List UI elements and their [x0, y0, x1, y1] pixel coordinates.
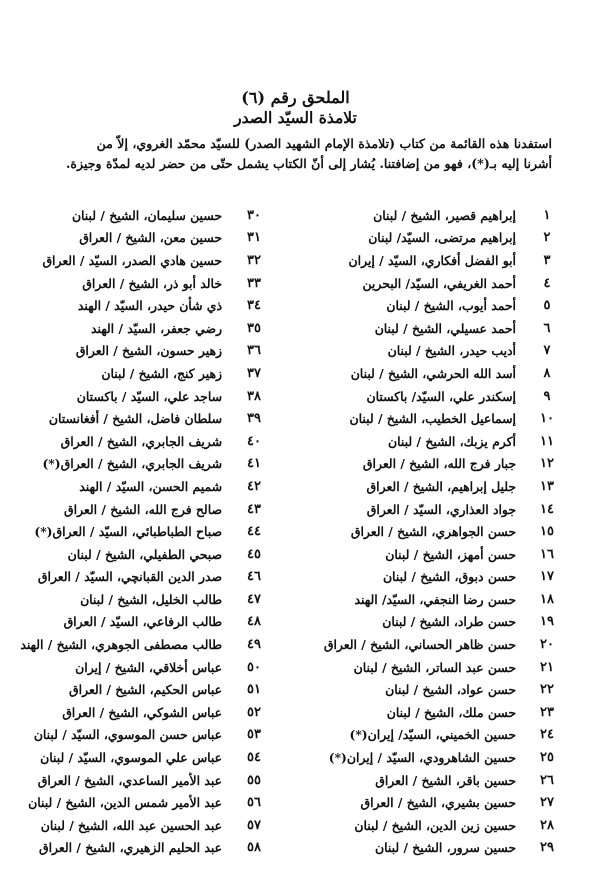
list-item	[300, 407, 564, 430]
list-item	[300, 837, 564, 860]
student-name: حسين سليمان، الشيخ / لبنان	[71, 207, 222, 223]
item-number: ٣٠	[247, 207, 261, 223]
student-name: صبحي الطفيلي، الشيخ / لبنان	[67, 546, 222, 562]
student-name: إسماعيل الخطيب، الشيخ / لبنان	[349, 411, 516, 427]
student-name: صدر الدين القبانچي، السيّد / العراق	[37, 569, 222, 585]
item-number: ٦	[543, 320, 551, 336]
student-name: أحمد أيوب، الشيخ / لبنان	[386, 298, 516, 314]
item-number: ١٠	[540, 411, 554, 427]
list-item	[28, 566, 272, 589]
item-number: ٢٩	[540, 840, 554, 856]
item-number: ٢٤	[540, 727, 554, 743]
student-name: حسن عواد، الشيخ / لبنان	[385, 682, 516, 698]
list-item	[28, 588, 272, 611]
student-name: عباس الشوكي، الشيخ / العراق	[62, 704, 222, 720]
item-number: ٤٤	[247, 524, 261, 540]
list-item	[28, 204, 272, 227]
item-number: ٥٨	[247, 840, 261, 856]
list-item	[300, 633, 564, 656]
item-number: ٥٤	[247, 750, 261, 766]
student-name: أكرم يزبك، الشيخ / لبنان	[388, 433, 516, 449]
item-number: ٢٨	[540, 817, 554, 833]
list-item	[300, 566, 564, 589]
list-item	[28, 317, 272, 340]
list-item	[300, 611, 564, 634]
list-item	[300, 498, 564, 521]
list-item	[300, 746, 564, 769]
list-item	[28, 227, 272, 250]
student-name: أحمد عسيلي، الشيخ / لبنان	[374, 320, 516, 336]
student-name: إبراهيم مرتضى، السيّد/ لبنان	[368, 230, 516, 246]
list-item	[300, 543, 564, 566]
item-number: ٤٨	[247, 614, 261, 630]
student-name: طالب الرفاعي، السيّد / العراق	[63, 614, 222, 630]
student-name: طالب الخليل، الشيخ / لبنان	[80, 591, 222, 607]
list-item	[300, 227, 564, 250]
list-item	[28, 814, 272, 837]
student-name: سلطان فاضل، الشيخ / أفغانستان	[48, 411, 222, 427]
list-item	[300, 204, 564, 227]
list-item	[300, 475, 564, 498]
list-item	[300, 453, 564, 476]
item-number: ٥٢	[247, 704, 261, 720]
list-item	[300, 678, 564, 701]
item-number: ٣٨	[247, 388, 261, 404]
student-name: أديب حيدر، الشيخ / لبنان	[387, 343, 516, 359]
item-number: ١٩	[540, 614, 554, 630]
item-number: ٤١	[247, 456, 261, 472]
list-item	[300, 362, 564, 385]
page-title: تلامذة السيّد الصدر	[234, 108, 357, 127]
list-item	[300, 588, 564, 611]
student-name: حسين سرور، الشيخ / لبنان	[375, 840, 516, 856]
student-name: جليل إبراهيم، الشيخ / العراق	[366, 478, 516, 494]
student-name: حسين هادي الصدر، السيّد / العراق	[42, 252, 222, 268]
list-item	[300, 317, 564, 340]
student-name: حسن دبوق، الشيخ / لبنان	[382, 569, 516, 585]
item-number: ٤٢	[247, 478, 261, 494]
student-name: خالد أبو ذر، الشيخ / العراق	[82, 275, 222, 291]
item-number: ٥٣	[247, 727, 261, 743]
list-item	[28, 453, 272, 476]
item-number: ٣٢	[247, 252, 261, 268]
list-item	[28, 520, 272, 543]
list-item	[300, 701, 564, 724]
list-item	[300, 249, 564, 272]
student-name: عبد الأمير الساعدي، الشيخ / العراق	[37, 772, 222, 788]
list-item	[28, 837, 272, 860]
item-number: ٤٣	[247, 501, 261, 517]
list-item	[28, 430, 272, 453]
item-number: ٢٦	[540, 772, 554, 788]
item-number: ٥٧	[247, 817, 261, 833]
item-number: ٢٧	[540, 795, 554, 811]
item-number: ٣٤	[247, 298, 261, 314]
student-name: إبراهيم قصير، الشيخ / لبنان	[373, 207, 516, 223]
item-number: ٨	[543, 365, 551, 381]
students-list-left	[20, 204, 272, 859]
item-number: ٣٩	[247, 411, 261, 427]
student-name: أحمد الغريفي، السيّد/ البحرين	[362, 275, 516, 291]
item-number: ١	[543, 207, 551, 223]
student-name: حسين بشيري، الشيخ / العراق	[360, 795, 516, 811]
student-name: حسن عبد الساتر، الشيخ / لبنان	[353, 659, 516, 675]
list-item	[300, 294, 564, 317]
student-name: شميم الحسن، السيّد / الهند	[79, 478, 222, 494]
item-number: ١٣	[540, 478, 554, 494]
student-name: أسد الله الحرشي، الشيخ / لبنان	[350, 365, 516, 381]
list-item	[20, 633, 272, 656]
intro-line: استفدنا هذه القائمة من كتاب (تلامذة الإمام الشهيد الصدر) للسيّد محمّد الغروي، إلاّ من	[96, 136, 552, 151]
student-name: عباس حسن الموسوي، السيّد / لبنان	[33, 727, 222, 743]
student-name: حسن الجواهري، الشيخ / العراق	[350, 524, 516, 540]
student-name: رضي جعفر، السيّد / الهند	[90, 320, 222, 336]
list-item	[300, 769, 564, 792]
item-number: ٥٠	[247, 659, 261, 675]
student-name: حسين معن، الشيخ / العراق	[79, 230, 222, 246]
student-name: إسكندر علي، السيّد/ باكستان	[366, 388, 516, 404]
item-number: ٣٣	[247, 275, 261, 291]
student-name: حسن ظاهر الحساني، الشيخ / العراق	[323, 637, 516, 653]
student-name: عباس الحكيم، الشيخ / العراق	[69, 682, 222, 698]
student-name: حسين الخميني، السيّد/ إيران(*)	[349, 727, 516, 743]
item-number: ١٦	[540, 546, 554, 562]
student-name: جواد العذاري، السيّد / العراق	[366, 501, 516, 517]
student-name: حسن رضا النجفي، السيّد/ الهند	[354, 591, 516, 607]
item-number: ٢١	[540, 659, 554, 675]
item-number: ٣٧	[247, 365, 261, 381]
list-item	[28, 543, 272, 566]
list-item	[28, 362, 272, 385]
item-number: ١٨	[540, 591, 554, 607]
list-item	[300, 272, 564, 295]
item-number: ١٥	[540, 524, 554, 540]
student-name: حسن ملك، الشيخ / لبنان	[386, 704, 516, 720]
list-item	[300, 791, 564, 814]
list-item	[28, 746, 272, 769]
list-item	[300, 385, 564, 408]
student-name: شريف الجابري، الشيخ / العراق	[60, 433, 222, 449]
item-number: ٤٩	[247, 637, 261, 653]
item-number: ٤٦	[247, 569, 261, 585]
student-name: عباس علي الموسوي، السيّد / لبنان	[40, 750, 222, 766]
student-name: أبو الفضل أفكاري، السيّد / إيران	[348, 252, 516, 268]
student-name: زهير كنج، الشيخ / لبنان	[101, 365, 222, 381]
list-item	[28, 407, 272, 430]
students-list-right	[300, 204, 564, 859]
item-number: ٤٠	[247, 433, 261, 449]
item-number: ٣	[543, 252, 551, 268]
intro-line: أشرنا إليه بـ(*)، فهو من إضافتنا. يُشار إلى أنّ الكتاب يشمل حتّى من حضر لديه لمدّة وجيزة.	[66, 156, 552, 171]
list-item	[28, 475, 272, 498]
item-number: ٤٧	[247, 591, 261, 607]
item-number: ٩	[543, 388, 551, 404]
item-number: ٥١	[247, 682, 261, 698]
intro-paragraph	[52, 134, 552, 174]
item-number: ٣٦	[247, 343, 261, 359]
student-name: ساجد علي، السيّد / باكستان	[76, 388, 222, 404]
student-name: عبد الحسين عبد الله، الشيخ / لبنان	[40, 817, 222, 833]
student-name: شريف الجابري، الشيخ / العراق(*)	[42, 456, 222, 472]
student-name: عباس أخلاقي، الشيخ / إيران	[75, 659, 222, 675]
student-name: ذي شأن حيدر، السيّد / الهند	[77, 298, 222, 314]
student-name: حسن طراد، الشيخ / لبنان	[382, 614, 516, 630]
student-name: حسين باقر، الشيخ / العراق	[375, 772, 516, 788]
item-number: ٢٠	[540, 637, 554, 653]
item-number: ٥٦	[247, 795, 261, 811]
student-name: صباح الطباطبائي، السيّد / العراق(*)	[34, 524, 222, 540]
list-item	[28, 656, 272, 679]
student-name: عبد الأمير شمس الدين، الشيخ / لبنان	[28, 795, 222, 811]
student-name: عبد الحليم الزهيري، الشيخ / العراق	[39, 840, 222, 856]
list-item	[28, 678, 272, 701]
list-item	[300, 520, 564, 543]
list-item	[28, 791, 272, 814]
list-item	[28, 611, 272, 634]
student-name: جبار فرج الله، الشيخ / العراق	[362, 456, 516, 472]
item-number: ٣١	[247, 230, 261, 246]
list-item	[28, 294, 272, 317]
list-item	[28, 701, 272, 724]
student-name: حسين الشاهرودي، السيّد / إيران(*)	[328, 750, 516, 766]
item-number: ٧	[543, 343, 551, 359]
list-item	[28, 249, 272, 272]
item-number: ٤	[543, 275, 551, 291]
student-name: حسين زين الدين، الشيخ / لبنان	[354, 817, 516, 833]
list-item	[28, 769, 272, 792]
item-number: ٢٣	[540, 704, 554, 720]
item-number: ٥٥	[247, 772, 261, 788]
appendix-heading: الملحق رقم (٦)	[241, 88, 350, 107]
item-number: ٥	[543, 298, 551, 314]
list-item	[300, 430, 564, 453]
list-item	[28, 340, 272, 363]
list-item	[300, 724, 564, 747]
list-item	[28, 272, 272, 295]
list-item	[300, 340, 564, 363]
student-name: طالب مصطفى الجوهري، الشيخ / الهند	[20, 637, 222, 653]
item-number: ٢	[543, 230, 551, 246]
item-number: ٢٢	[540, 682, 554, 698]
item-number: ١١	[540, 433, 554, 449]
list-item	[28, 724, 272, 747]
item-number: ١٤	[540, 501, 554, 517]
item-number: ١٢	[540, 456, 554, 472]
item-number: ٣٥	[247, 320, 261, 336]
student-name: صالح فرج الله، الشيخ / العراق	[64, 501, 222, 517]
student-name: زهير حسون، الشيخ / العراق	[75, 343, 222, 359]
item-number: ١٧	[540, 569, 554, 585]
list-item	[28, 385, 272, 408]
list-item	[300, 656, 564, 679]
list-item	[300, 814, 564, 837]
item-number: ٢٥	[540, 750, 554, 766]
list-item	[28, 498, 272, 521]
item-number: ٤٥	[247, 546, 261, 562]
student-name: حسن أمهز، الشيخ / لبنان	[385, 546, 516, 562]
